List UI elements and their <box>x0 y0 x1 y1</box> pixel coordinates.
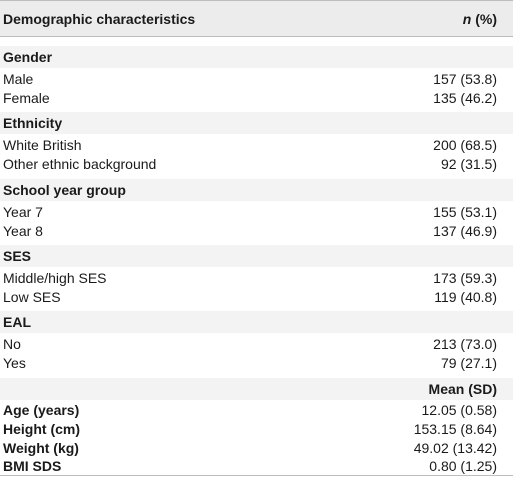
section-title-row <box>0 46 513 68</box>
header-characteristics: Demographic characteristics <box>3 11 196 27</box>
row-value: 79 (27.1) <box>440 355 497 371</box>
table-row <box>0 286 513 308</box>
row-label: Low SES <box>3 289 61 305</box>
measures-header-row <box>0 378 513 400</box>
row-value: 135 (46.2) <box>433 90 497 106</box>
table-bottom-rule <box>0 475 513 476</box>
row-value: 155 (53.1) <box>433 204 497 220</box>
row-value: 173 (59.3) <box>433 270 497 286</box>
row-label: Male <box>3 71 34 87</box>
row-label: White British <box>3 137 82 153</box>
row-value: 200 (68.5) <box>433 137 497 153</box>
row-label: Female <box>3 90 50 106</box>
table-row <box>0 455 513 477</box>
header-percent: (%) <box>471 11 497 27</box>
row-value: 157 (53.8) <box>433 71 497 87</box>
table-header <box>0 0 513 37</box>
row-label: Other ethnic background <box>3 156 157 172</box>
section-title: Ethnicity <box>3 115 63 131</box>
section-title: School year group <box>3 182 126 198</box>
section-title-row <box>0 245 513 267</box>
header-n: n <box>462 11 472 27</box>
measure-value: 49.02 (13.42) <box>413 440 497 456</box>
row-value: 119 (40.8) <box>434 289 497 305</box>
section-title-row <box>0 179 513 201</box>
row-label: Middle/high SES <box>3 270 107 286</box>
header-n-percent <box>463 11 497 27</box>
section-title-row <box>0 112 513 134</box>
section-title-row <box>0 311 513 333</box>
row-label: Year 7 <box>3 204 43 220</box>
row-label: No <box>3 336 21 352</box>
measure-label: Weight (kg) <box>3 440 79 456</box>
row-value: 92 (31.5) <box>440 156 497 172</box>
measure-value: 153.15 (8.64) <box>413 421 497 437</box>
measure-label: BMI SDS <box>3 458 62 474</box>
measure-label: Age (years) <box>3 402 80 418</box>
measures-header: Mean (SD) <box>428 381 497 397</box>
measure-value: 0.80 (1.25) <box>429 458 497 474</box>
table-row <box>0 352 513 374</box>
section-title: SES <box>3 248 32 264</box>
table-row <box>0 153 513 175</box>
row-label: Year 8 <box>3 223 43 239</box>
measure-value: 12.05 (0.58) <box>421 402 497 418</box>
table-row <box>0 220 513 242</box>
section-title: EAL <box>3 314 31 330</box>
measure-label: Height (cm) <box>3 421 80 437</box>
row-value: 213 (73.0) <box>433 336 497 352</box>
row-label: Yes <box>3 355 26 371</box>
section-title: Gender <box>3 49 53 65</box>
row-value: 137 (46.9) <box>433 223 497 239</box>
table-row <box>0 87 513 109</box>
